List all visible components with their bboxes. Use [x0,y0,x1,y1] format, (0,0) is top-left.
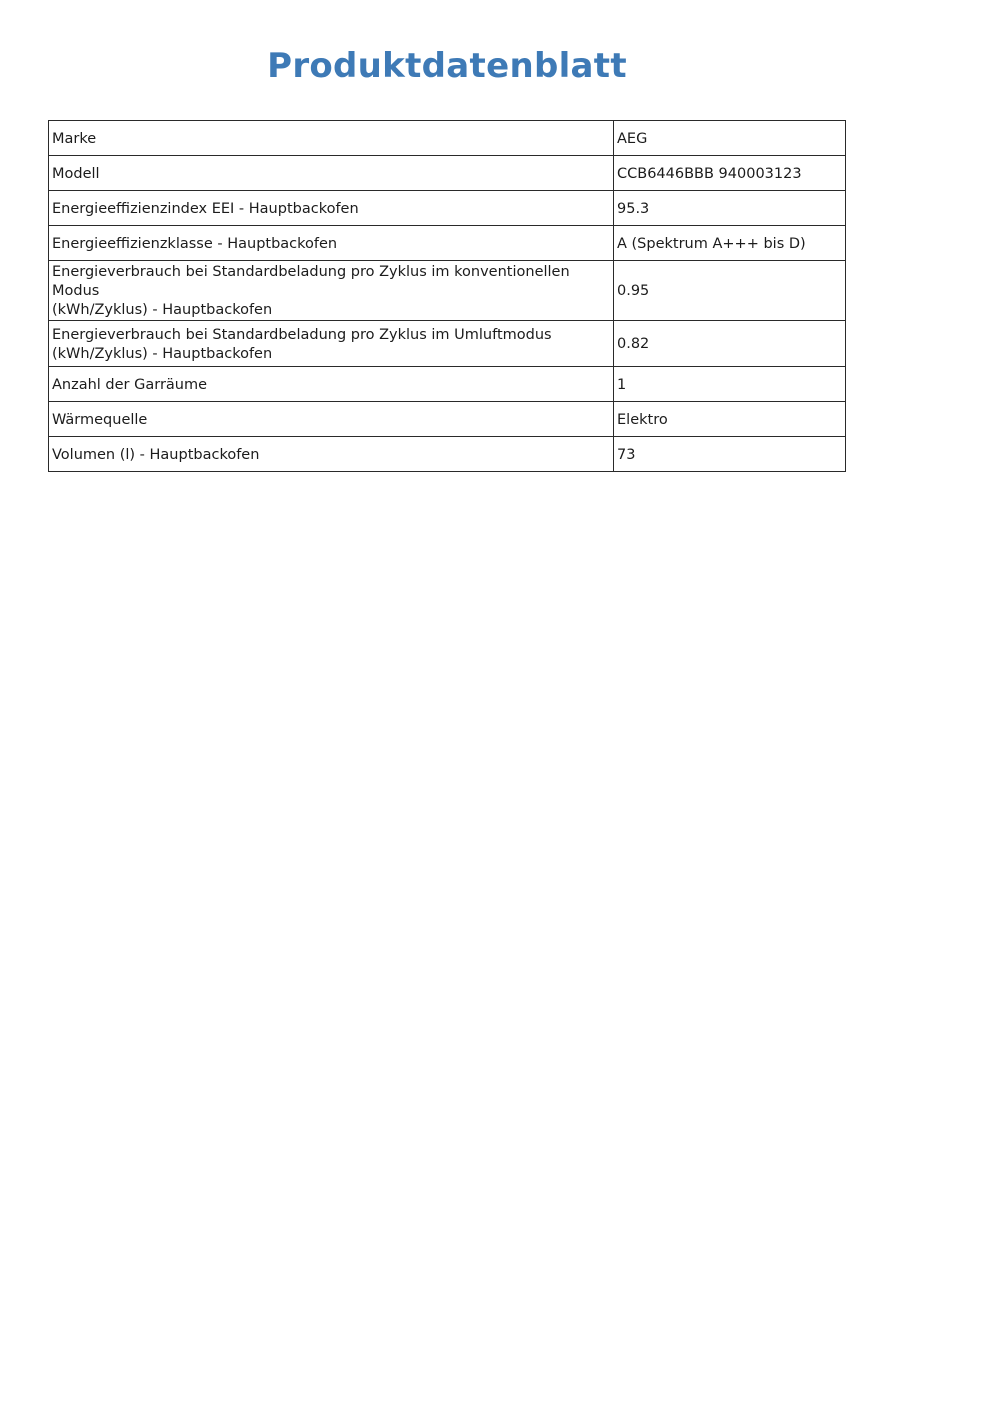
row-label [49,261,614,321]
row-value: A (Spektrum A+++ bis D) [614,226,846,261]
row-value: CCB6446BBB 940003123 [614,156,846,191]
row-label [49,321,614,367]
row-label-line1: Energieverbrauch bei Standardbeladung pro Zyklus im Umluftmodus [52,326,552,343]
table-row-brand [49,121,846,156]
row-label: Volumen (l) - Hauptbackofen [49,437,614,472]
row-label: Energieeffizienzindex EEI - Hauptbackofen [49,191,614,226]
row-value: 1 [614,367,846,402]
table-row-eei [49,191,846,226]
table-row-consumption-fan [49,321,846,367]
row-label: Anzahl der Garräume [49,367,614,402]
row-label-line2: (kWh/Zyklus) - Hauptbackofen [52,345,273,362]
row-value: AEG [614,121,846,156]
row-value: 0.82 [614,321,846,367]
row-label: Wärmequelle [49,402,614,437]
row-value: Elektro [614,402,846,437]
row-label: Energieeffizienzklasse - Hauptbackofen [49,226,614,261]
row-label: Marke [49,121,614,156]
row-value: 73 [614,437,846,472]
table-row-volume [49,437,846,472]
table-row-model [49,156,846,191]
table-row-heat-source [49,402,846,437]
row-value: 95.3 [614,191,846,226]
table-row-cavities [49,367,846,402]
table-row-energy-class [49,226,846,261]
row-label: Modell [49,156,614,191]
page-title: Produktdatenblatt [267,46,627,86]
product-data-table [48,120,846,472]
row-label-line1: Energieverbrauch bei Standardbeladung pro Zyklus im konventionellen Modus [52,264,570,299]
table-row-consumption-conventional [49,261,846,321]
row-label-line2: (kWh/Zyklus) - Hauptbackofen [52,302,273,318]
row-value: 0.95 [614,261,846,321]
